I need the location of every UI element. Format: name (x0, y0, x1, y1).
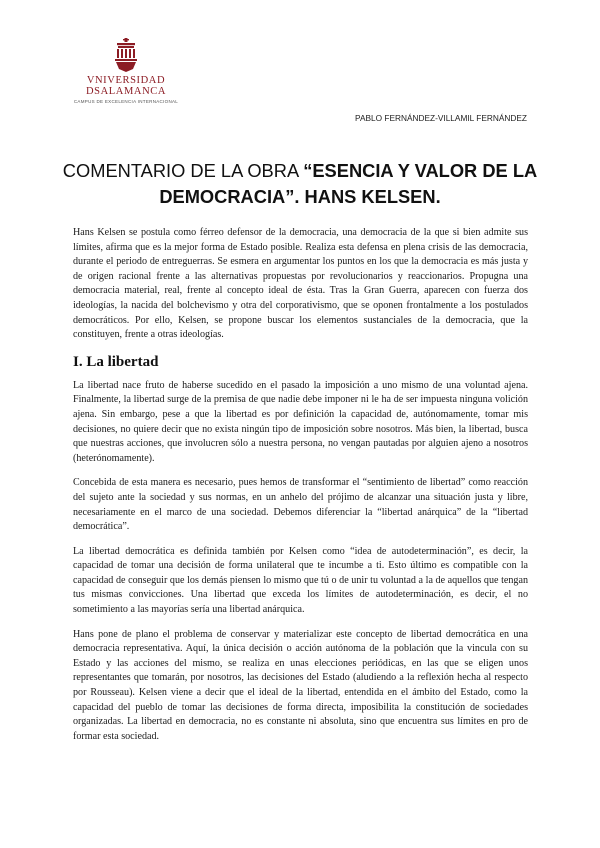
university-logo (66, 38, 186, 104)
body-paragraph: Hans pone de plano el problema de conservar y materializar este concepto de libertad democrática en una democracia representativa. Aquí, la única decisión o acción autónoma de la población que la vincula con su Estado y las acciones del mismo, se realiza en unas elecciones periódicas, en las que se eligen unos representantes que tomarán, por nosotros, las decisiones del Estado (aludiendo a la reflexión hecha al respecto por Rousseau). Kelsen viene a decir que el ideal de la libertad, entendida en el ámbito del Estado, como la capacidad del pueblo de tomar las decisiones de forma directa, imposibilita la constitución de sociedades organizadas. La libertad en democracia, no es constante ni absoluta, sino que encuentra sus límites en pro de formar esta sociedad. (73, 628, 528, 742)
author-name: PABLO FERNÁNDEZ-VILLAMIL FERNÁNDEZ (355, 113, 527, 123)
title-work: “ESENCIA Y VALOR DE LA DEMOCRACIA”. HANS KELSEN (159, 160, 538, 207)
logo-tagline: CAMPUS DE EXCELENCIA INTERNACIONAL (73, 99, 179, 104)
university-crest-icon (111, 38, 141, 72)
title-period: . (435, 186, 441, 207)
document-body (73, 226, 528, 754)
section-heading: I. La libertad (73, 353, 159, 370)
body-paragraph: La libertad democrática es definida también por Kelsen como “idea de autodeterminación”, es decir, la capacidad de tomar una decisión de forma unilateral que te incumbe a ti. Esto último es compatible con la capacidad de conseguir que los demás piensen lo mismo que tú o de unir tu voluntad a la de aquellos que tengan tus mismas convicciones. Una libertad que exceda los límites de autodeterminación, es decir, el no sometimiento a las mayorías sería una libertad anárquica. (73, 545, 528, 616)
body-paragraph: Concebida de esta manera es necesario, pues hemos de transformar el “sentimiento de libertad” como reacción del sujeto ante la sociedad y sus normas, en un anhelo del prójimo de alcanzar una situación justa y libre, necesariamente en el marco de una sociedad. Debemos diferenciar la “libertad anárquica” de la “libertad democrática”. (73, 477, 528, 533)
logo-text-line1: VNIVERSIDAD (86, 75, 166, 86)
document-title (60, 158, 540, 210)
intro-paragraph: Hans Kelsen se postula como férreo defensor de la democracia, una democracia de la que si bien admite sus límites, afirma que es la mejor forma de Estado posible. Realiza esta defensa en plena crisis de las democracia, durante el periodo de entreguerras. Se esmera en argumentar los puntos en los que la democracia es más justa y de origen racional frente a las alternativas propuestas por revolucionarios y reaccionarios. Propugna una democracia material, real, frente al concepto ideal de ésta. Tras la Gran Guerra, aparecen con fuerza dos ideologías, la nacida del bolchevismo y otra del corporativismo, que se oponen frontalmente a los postulados democráticos. Por ello, Kelsen, se propone buscar los elementos sustanciales de la democracia, que la constituyen, frente a otras ideologías. (73, 227, 528, 341)
logo-text-line2: DSALAMANCA (85, 86, 167, 97)
title-prefix: COMENTARIO DE LA OBRA (62, 160, 304, 181)
body-paragraph: La libertad nace fruto de haberse sucedido en el pasado la imposición a uno mismo de una voluntad ajena. Finalmente, la libertad surge de la premisa de que nadie debe imponer ni le ha de ser impuesta ninguna volición ajena. Sin embargo, pese a que la libertad es por definición la capacidad de, autónomamente, tomar mis decisiones, no quiere decir que no exista ningún tipo de imposición sobre nosotros. Más bien, la libertad, busca que nuestras acciones, que involucren sólo a nuestra persona, no vengan pautadas por alguien ajeno a nosotros (heterónomamente). (73, 379, 528, 464)
